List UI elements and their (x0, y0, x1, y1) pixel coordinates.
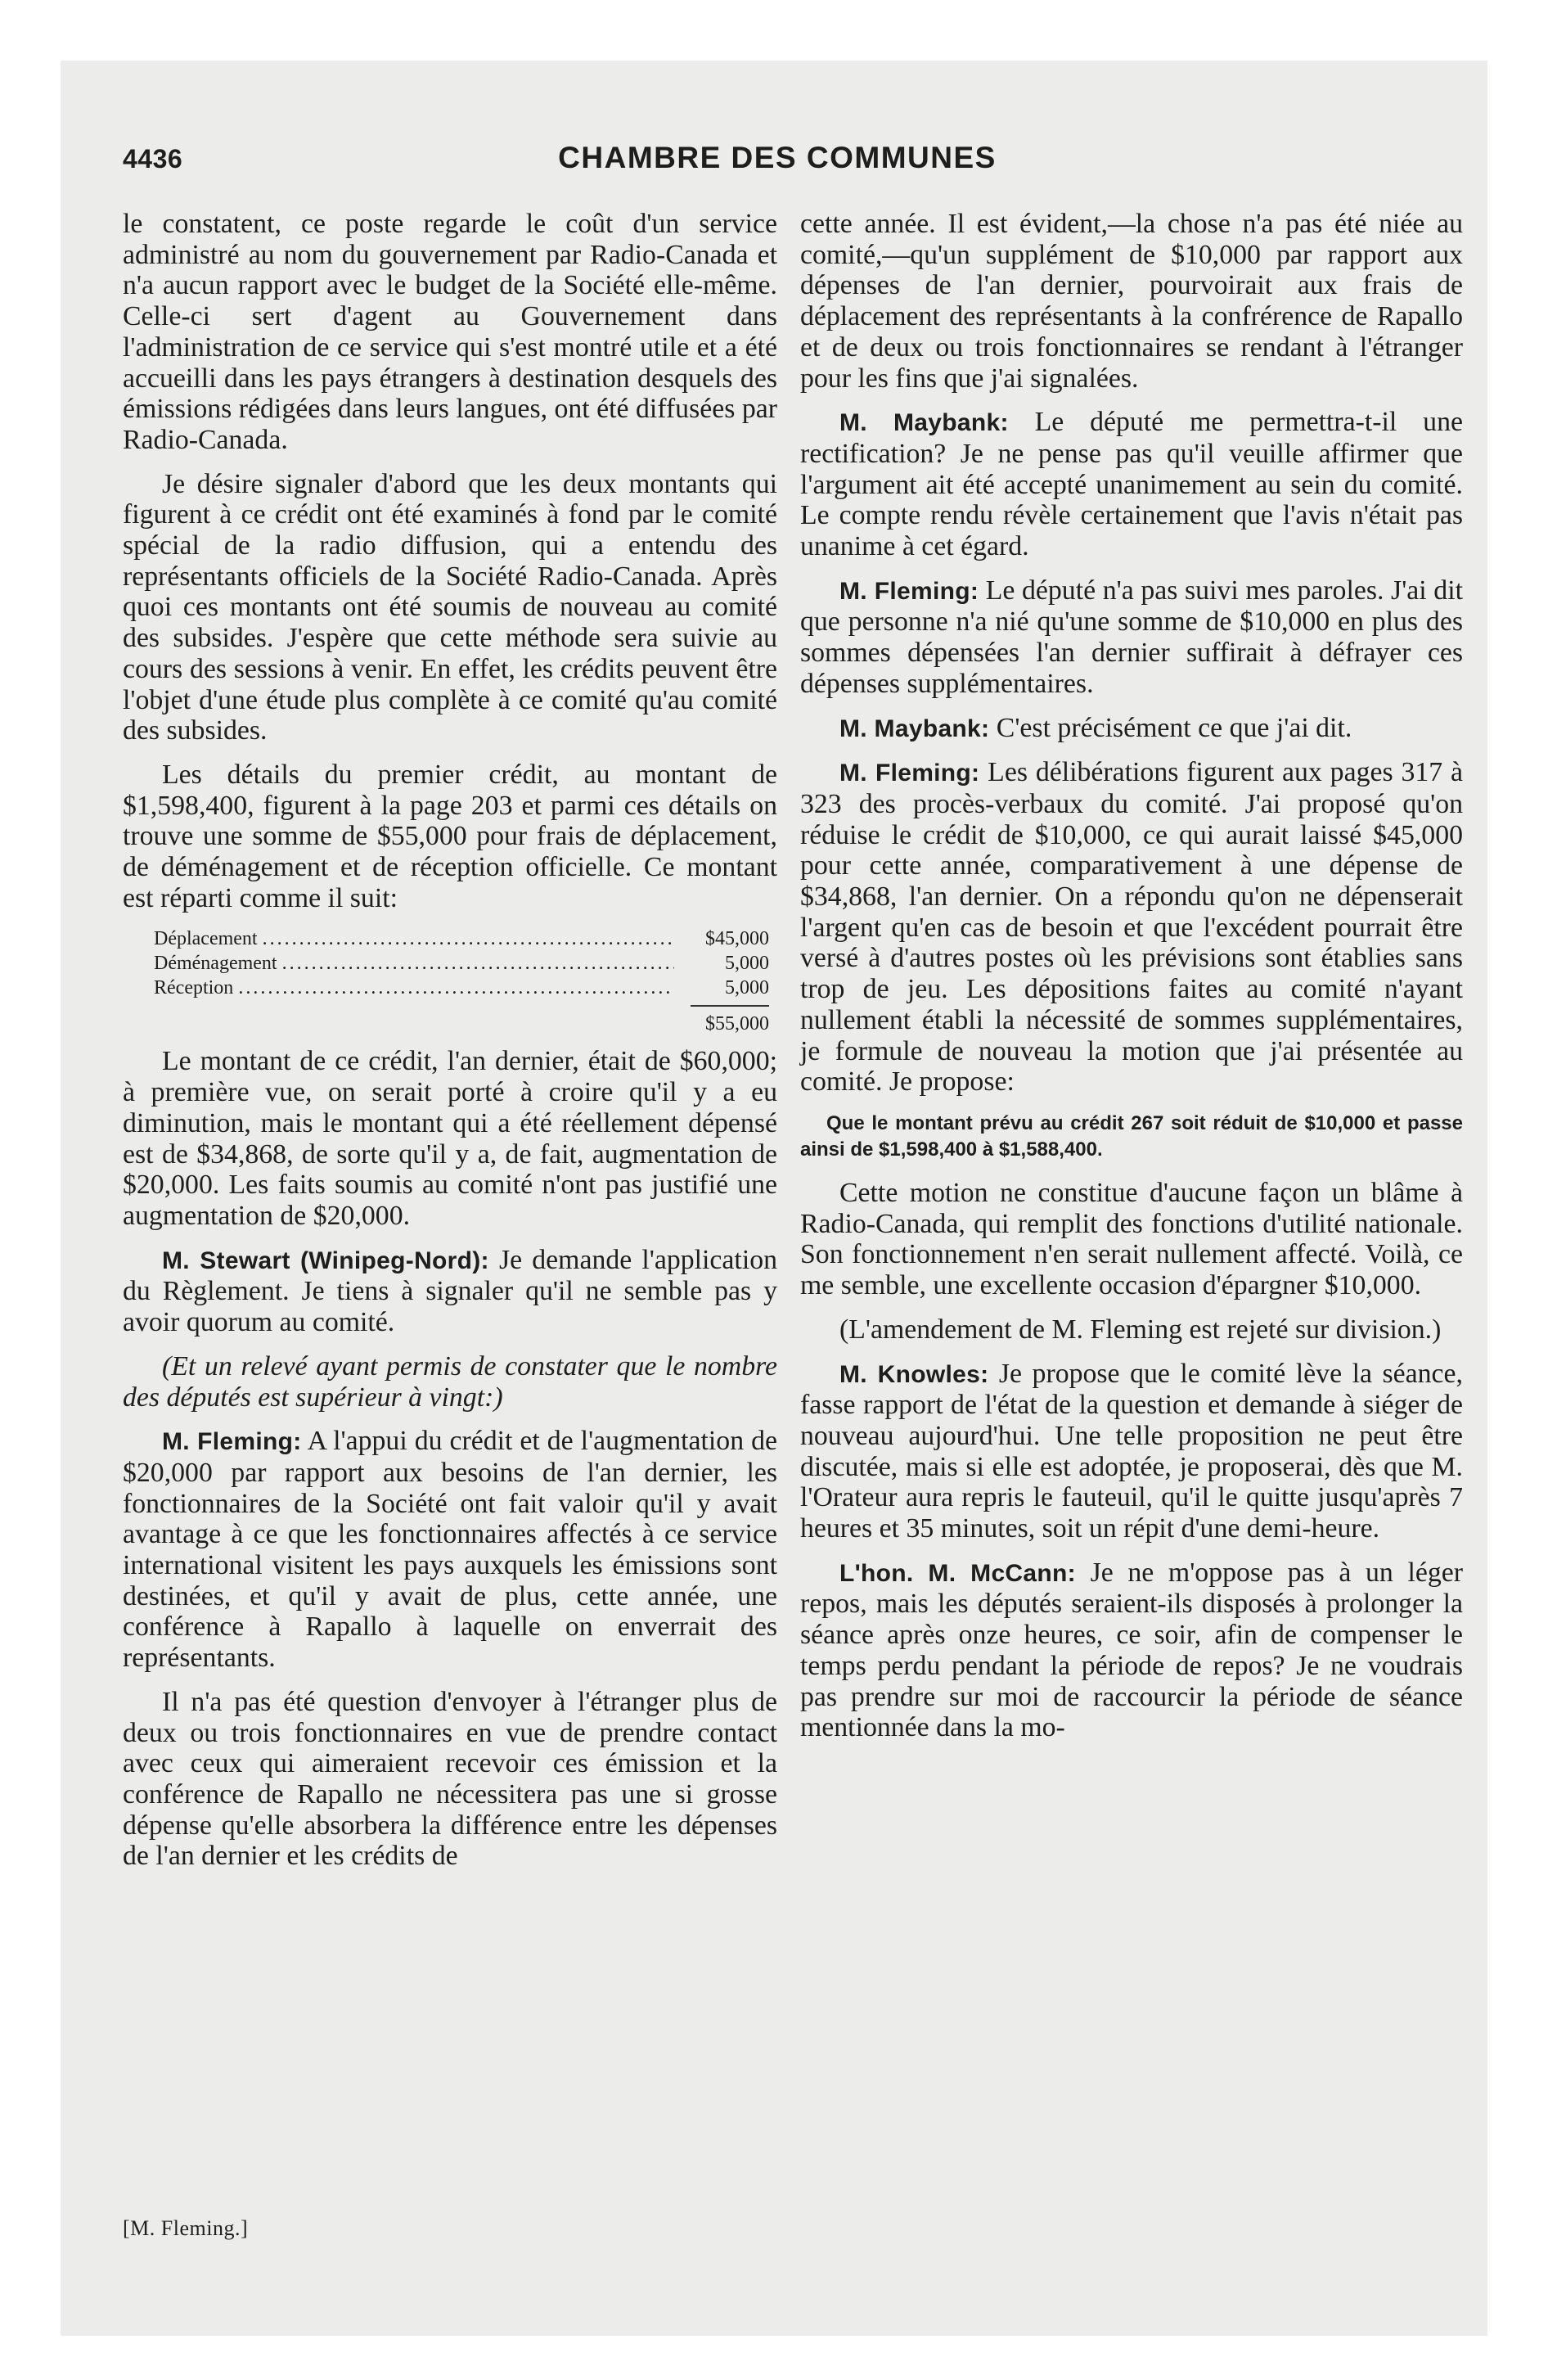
speech-text: C'est précisément ce que j'ai dit. (989, 712, 1352, 743)
footer-speaker-reference: [M. Fleming.] (123, 2216, 249, 2240)
speech (123, 1426, 777, 1674)
running-head (123, 137, 1432, 187)
paragraph: Le montant de ce crédit, l'an dernier, était de $60,000; à première vue, on serait porté à croire qu'il y a eu diminution, mais le montant qui a été réellement dépensé est de $34,868, de sorte qu'il y a, de fait, augmentation de $20,000. Les faits soumis au comité n'ont pas justifié une augmentation de $20,000. (123, 1046, 777, 1231)
procedural-note: (L'amendement de M. Fleming est rejeté sur division.) (839, 1314, 1442, 1345)
speaker-name: M. Stewart (Winipeg-Nord): (162, 1246, 489, 1274)
page-number: 4436 (123, 144, 183, 174)
speaker-name: M. Maybank: (839, 714, 990, 742)
paragraph: le constatent, ce poste regarde le coût d'un service administré au nom du gouvernement par Radio-Canada et n'a aucun rapport avec le budget de la Société elle-même. Celle-ci sert d'agent au Gouvernement dans l'administration de ce service qui s'est montré utile et a été accueilli dans les pays étrangers à destination desquels des émissions rédigées dans leurs langues, ont été diffusées par Radio-Canada. (123, 209, 777, 455)
right-column (800, 209, 1463, 1756)
speech-text: Les délibérations figurent aux pages 317 à 323 des procès-verbaux du comité. J'ai proposé qu'on réduise le crédit de $10,000, ce qui aurait laissé $45,000 pour cette année, comparativement à une dépense de $34,868, l'an dernier. On a répondu qu'on ne dépenserait l'argent qu'en cas de besoin et que l'excédent pourrait être versé à d'autres postes où les prévisions sont établies sans trop de jeu. Les dépositions faites au comité n'ayant nullement établi la nécessité de sommes supplémentaires, je formule de nouveau la motion que j'ai présentée au comité. Je propose: (800, 757, 1463, 1098)
leader-dots (263, 926, 674, 951)
expense-row (154, 926, 769, 951)
expense-label: Déménagement (154, 953, 277, 975)
paragraph: Les détails du premier crédit, au montant de $1,598,400, figurent à la page 203 et parmi ces détails on trouve une somme de $55,000 pour frais de déplacement, de déménagement et de réception officielle. Ce montant est réparti comme il suit: (123, 759, 777, 913)
total-rule (691, 1005, 769, 1007)
expense-total: $55,000 (705, 1013, 769, 1035)
speech (800, 575, 1463, 700)
journal-title: CHAMBRE DES COMMUNES (558, 141, 997, 174)
expense-label: Réception (154, 977, 234, 999)
expense-amount: 5,000 (725, 977, 769, 999)
speech-text: A l'appui du crédit et de l'augmentation de $20,000 par rapport aux besoins de l'an dernier, les fonctionnaires de la Société ont fait valoir qu'il y avait avantage à ce que les fonctionnaires affectés à ce service international visitent les pays auxquels les émissions sont destinées, et qu'il y avait de plus, cette année, une conférence à Rapallo à laquelle on enverrait des représentants. (123, 1426, 777, 1674)
speaker-name: M. Maybank: (839, 409, 1009, 437)
speech-text: Je propose que le comité lève la séance, fasse rapport de l'état de la question et demande à siéger de nouveau aujourd'hui. Une telle proposition ne peut être discutée, mais si elle est adoptée, je proposerai, dès que M. l'Orateur aura repris le fauteuil, qu'il le quitte jusqu'après 7 heures et 35 minutes, soit un répit d'une demi-heure. (800, 1358, 1463, 1544)
paragraph: Je désire signaler d'abord que les deux montants qui figurent à ce crédit ont été examinés à fond par le comité spécial de la radio diffusion, qui a entendu des représentants officiels de la Société Radio-Canada. Après quoi ces montants ont été soumis de nouveau au comité des subsides. J'espère que cette méthode sera suivie au cours des sessions à venir. En effet, les crédits peuvent être l'objet d'une étude plus complète à ce comité qu'au comité des subsides. (123, 468, 777, 746)
speech-text: Je ne m'oppose pas à un léger repos, mais les députés seraient-ils disposés à prolonger la séance après onze heures, ce soir, afin de compenser le temps perdu pendant la période de repos? Je ne voudrais pas prendre sur moi de raccourcir la période de séance mentionnée dans la mo- (800, 1557, 1463, 1743)
speech-text: Le député n'a pas suivi mes paroles. J'ai dit que personne n'a nié qu'une somme de $10,000 en plus des sommes dépensées l'an dernier suffirait à défrayer ces dépenses supplémentaires. (800, 575, 1463, 699)
speaker-name: M. Fleming: (839, 760, 980, 787)
leader-dots (282, 951, 674, 976)
paragraph: Cette motion ne constitue d'aucune façon un blâme à Radio-Canada, qui remplit des fonctions d'utilité nationale. Son fonctionnement n'en serait nullement affecté. Voilà, ce me semble, une excellente occasion d'épargner $10,000. (800, 1177, 1463, 1301)
expense-amount: $45,000 (705, 928, 769, 950)
speaker-name: M. Knowles: (839, 1360, 989, 1388)
leader-dots (238, 976, 674, 1000)
expense-amount: 5,000 (725, 953, 769, 975)
motion-text: Que le montant prévu au crédit 267 soit réduit de $10,000 et passe ainsi de $1,598,400 à $1,588,400. (800, 1111, 1463, 1161)
paragraph: cette année. Il est évident,—la chose n'a pas été niée au comité,—qu'un supplément de $10,000 par rapport aux dépenses de l'an dernier, pourvoirait aux frais de déplacement des représentants à la confrérence de Rapallo et de deux ou trois fonctionnaires se rendant à l'étranger pour les fins que j'ai signalées. (800, 209, 1463, 394)
speech (800, 1557, 1463, 1743)
speech (123, 1245, 777, 1338)
expense-row (154, 951, 769, 976)
left-column (123, 209, 777, 1885)
procedural-note: (Et un relevé ayant permis de constater que le nombre des députés est supérieur à vingt:) (123, 1350, 777, 1413)
expense-label: Déplacement (154, 928, 258, 950)
speech-text: Je demande l'application du Règlement. Je tiens à signaler qu'il ne semble pas y avoir quorum au comité. (123, 1244, 778, 1338)
speaker-name: M. Fleming: (162, 1428, 302, 1456)
expense-row (154, 976, 769, 1000)
speech (800, 757, 1463, 1098)
paragraph: Il n'a pas été question d'envoyer à l'étranger plus de deux ou trois fonctionnaires en vue de prendre contact avec ceux qui aimeraient recevoir ces émission et la conférence de Rapallo ne nécessitera pas une si grosse dépense qu'elle absorbera la différence entre les dépenses de l'an dernier et les crédits de (123, 1686, 777, 1872)
speaker-name: L'hon. M. McCann: (839, 1559, 1076, 1587)
speech (800, 1359, 1463, 1544)
speech (800, 713, 1463, 745)
expense-table (154, 926, 769, 1036)
speech-text: Le député me permettra-t-il une rectification? Je ne pense pas qu'il veuille affirmer que l'argument ait été accepté unanimement au sein du comité. Le compte rendu révèle certainement que l'avis n'était pas unanime à cet égard. (800, 407, 1463, 562)
speech (800, 407, 1463, 562)
speaker-name: M. Fleming: (839, 577, 979, 605)
